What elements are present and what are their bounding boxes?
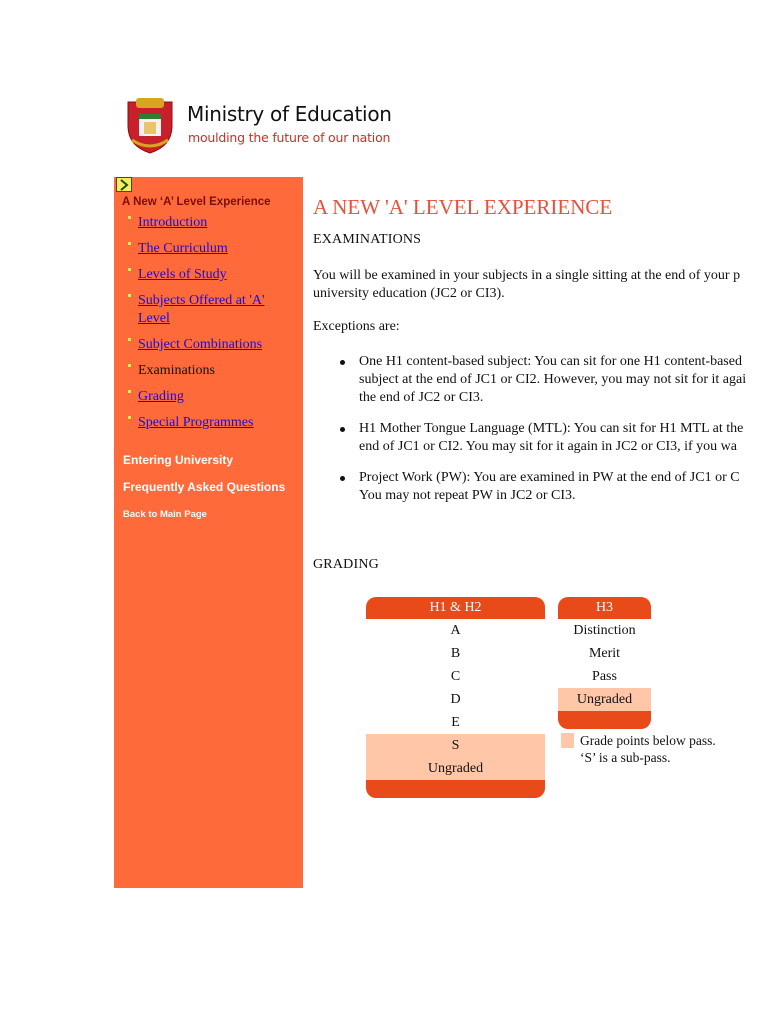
- nav-link[interactable]: Subject Combinations: [138, 337, 263, 352]
- intro-line: You will be examined in your subjects in a single sitting at the end of your p: [313, 268, 741, 283]
- table-row: Pass: [592, 669, 617, 684]
- sidebar-nav: [127, 214, 302, 440]
- table-row: Distinction: [573, 623, 636, 638]
- nav-link[interactable]: Special Programmes: [138, 415, 254, 430]
- list-item-line: H1 Mother Tongue Language (MTL): You can sit for H1 MTL at the: [359, 421, 744, 436]
- nav-link[interactable]: Grading: [138, 389, 184, 404]
- table-row: Merit: [588, 646, 621, 661]
- entering-university-link[interactable]: Entering University: [123, 453, 234, 467]
- h1-h2-grade-table: [366, 597, 545, 798]
- bullet-icon: [128, 390, 131, 393]
- exceptions-label: Exceptions are:: [313, 319, 400, 334]
- faq-link[interactable]: Frequently Asked Questions: [123, 480, 286, 494]
- sidebar-item-combinations[interactable]: [127, 336, 302, 354]
- legend-line: ‘S’ is a sub-pass.: [580, 750, 671, 765]
- expand-toggle[interactable]: [116, 177, 132, 192]
- crest-icon: [122, 96, 178, 154]
- table-row-subpass: Ungraded: [558, 688, 651, 711]
- page-title: A NEW 'A' LEVEL EXPERIENCE: [313, 195, 613, 219]
- sidebar-heading: A New ‘A’ Level Experience: [122, 196, 271, 208]
- sidebar-item-grading[interactable]: [127, 388, 302, 406]
- list-item-line: One H1 content-based subject: You can sit for one H1 content-based: [359, 354, 742, 369]
- nav-link[interactable]: Introduction: [138, 215, 208, 230]
- nav-link[interactable]: Subjects Offered at 'A' Level: [138, 293, 265, 326]
- bullet-icon: [128, 242, 131, 245]
- arrow-icon: [119, 179, 130, 191]
- nav-current-label: Examinations: [138, 363, 215, 378]
- bullet-icon: [128, 364, 131, 367]
- bullet-icon: [128, 338, 131, 341]
- sidebar-item-levels[interactable]: [127, 266, 302, 284]
- nav-link[interactable]: The Curriculum: [138, 241, 228, 256]
- nav-link[interactable]: Levels of Study: [138, 267, 227, 282]
- grading-heading: GRADING: [313, 557, 379, 572]
- table-row: E: [451, 715, 460, 730]
- legend-text: [580, 732, 716, 766]
- list-item: [338, 420, 746, 456]
- sidebar-item-examinations: [127, 362, 302, 380]
- site-tagline: moulding the future of our nation: [188, 130, 391, 145]
- list-item-line: subject at the end of JC1 or CI2. However, you may not sit for it agai: [359, 372, 747, 387]
- bullet-icon: [128, 416, 131, 419]
- table-row: B: [450, 646, 461, 661]
- sidebar-item-curriculum[interactable]: [127, 240, 302, 258]
- table-header: H1 & H2: [366, 597, 545, 619]
- sidebar-item-special[interactable]: [127, 414, 302, 432]
- sidebar-item-introduction[interactable]: [127, 214, 302, 232]
- table-row-subpass: Ungraded: [366, 757, 545, 780]
- list-item-line: the end of JC2 or CI3.: [359, 390, 484, 405]
- bullet-icon: [128, 268, 131, 271]
- list-item-line: Project Work (PW): You are examined in PW at the end of JC1 or C: [359, 470, 740, 485]
- bullet-icon: [128, 294, 131, 297]
- exceptions-list: [338, 353, 746, 518]
- table-footer: [366, 780, 545, 798]
- table-footer: [558, 711, 651, 729]
- site-title: Ministry of Education: [187, 102, 392, 126]
- table-row-subpass: S: [366, 734, 545, 757]
- legend-swatch: [561, 733, 574, 748]
- intro-paragraph: [313, 267, 740, 303]
- table-row: C: [450, 669, 461, 684]
- bullet-icon: [128, 216, 131, 219]
- back-to-main-link[interactable]: Back to Main Page: [123, 509, 207, 520]
- table-row: A: [450, 623, 461, 638]
- list-item: [338, 353, 746, 407]
- table-row: D: [450, 692, 461, 707]
- moe-logo: [122, 96, 392, 158]
- list-item-line: end of JC1 or CI2. You may sit for it again in JC2 or CI3, if you wa: [359, 439, 737, 454]
- list-item: [338, 469, 746, 505]
- sidebar-item-subjects[interactable]: [127, 292, 283, 328]
- examinations-heading: EXAMINATIONS: [313, 232, 422, 247]
- table-header: H3: [558, 597, 651, 619]
- legend-line: Grade points below pass.: [580, 733, 716, 748]
- list-item-line: You may not repeat PW in JC2 or CI3.: [359, 488, 576, 503]
- h3-grade-table: [558, 597, 651, 729]
- intro-line: university education (JC2 or CI3).: [313, 286, 505, 301]
